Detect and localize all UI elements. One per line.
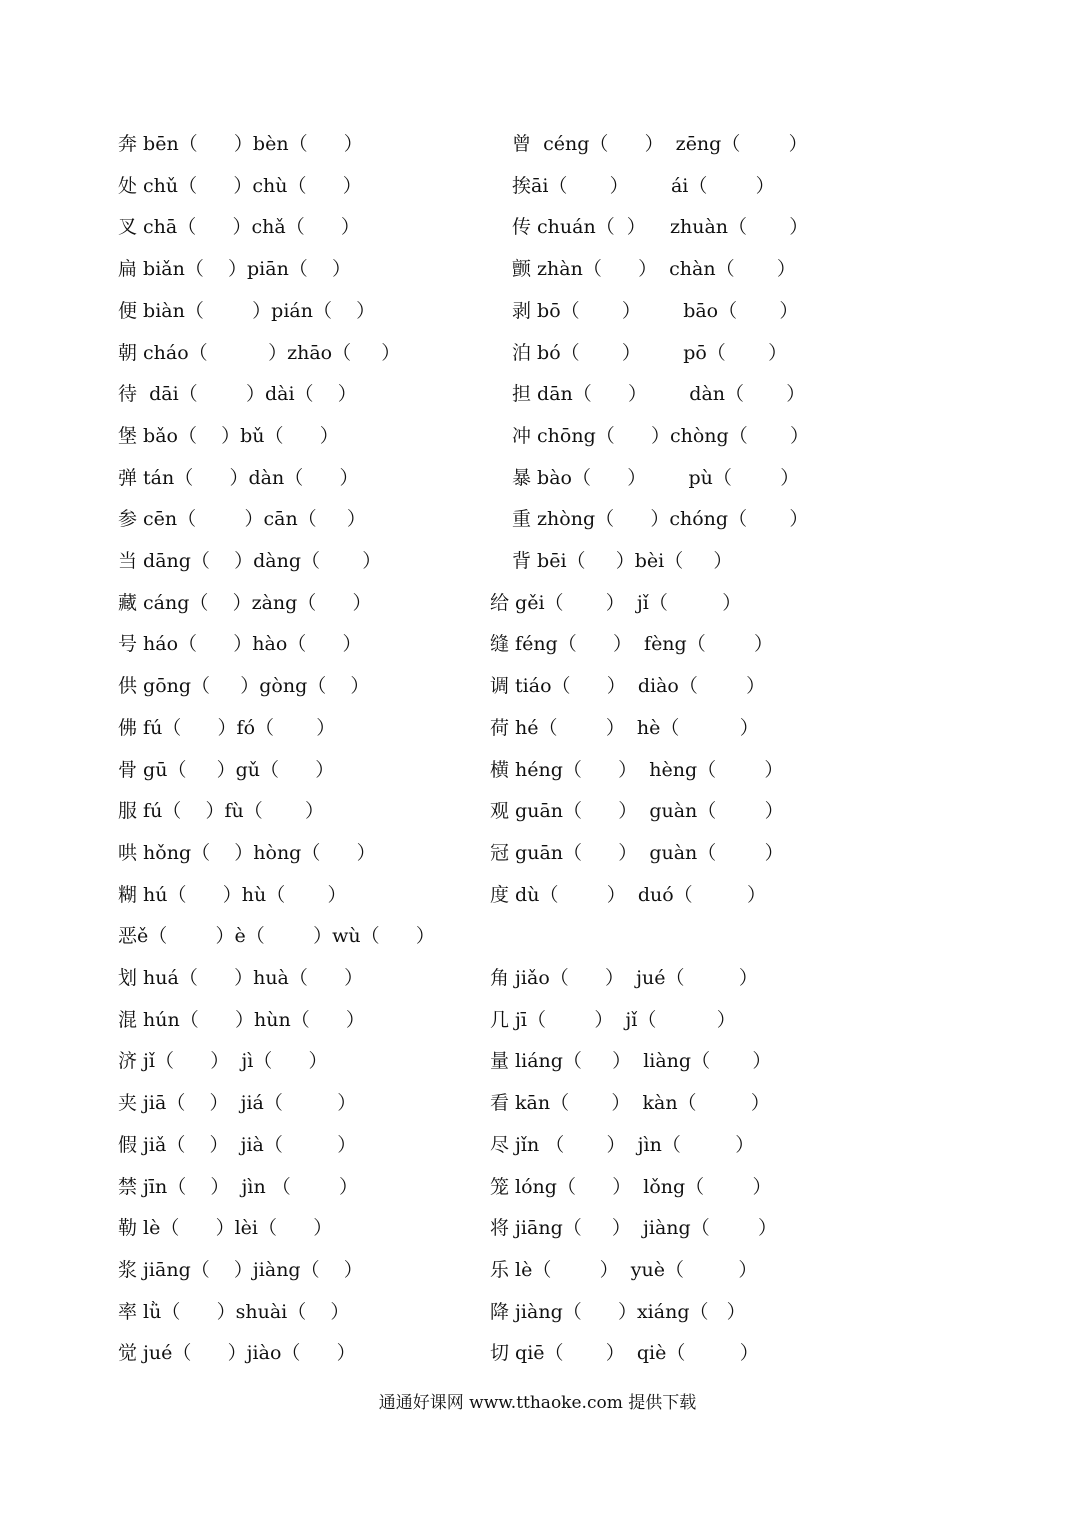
- pinyin-entry-left: 划 huá（ ）huà（ ）: [118, 967, 364, 989]
- pinyin-row-left: [118, 210, 360, 244]
- pinyin-row-left: [118, 461, 358, 495]
- pinyin-row-right: [490, 1211, 777, 1245]
- pinyin-row-left: [118, 252, 351, 286]
- pinyin-row-left: [118, 1295, 349, 1329]
- pinyin-entry-right: 看 kān（ ） kàn（ ）: [490, 1092, 770, 1114]
- pinyin-row-left: [118, 1128, 356, 1162]
- pinyin-entry-right: 冲 chōng（ ）chòng（ ）: [512, 425, 809, 447]
- pinyin-entry-right: 背 bēi（ ）bèi（ ）: [512, 550, 733, 572]
- pinyin-entry-left: 糊 hú（ ）hù（ ）: [118, 884, 347, 906]
- pinyin-row-right: [490, 1128, 754, 1162]
- pinyin-entry-left: 率 lǜ（ ）shuài（ ）: [118, 1301, 350, 1323]
- pinyin-entry-left: 号 háo（ ）hào（ ）: [118, 633, 362, 655]
- pinyin-entry-right: 乐 lè（ ） yuè（ ）: [490, 1259, 758, 1281]
- pinyin-entry-right: 冠 guān（ ） guàn（ ）: [490, 842, 784, 864]
- pinyin-row-left: [118, 794, 324, 828]
- pinyin-row-right: [490, 1003, 736, 1037]
- pinyin-entry-right: 笼 lóng（ ） lǒng（ ）: [490, 1176, 772, 1198]
- pinyin-row-right: [512, 544, 732, 578]
- pinyin-entry-right: 传 chuán（ ） zhuàn（ ）: [512, 216, 809, 238]
- pinyin-row-left: [118, 1003, 365, 1037]
- pinyin-row-left: [118, 627, 362, 661]
- pinyin-entry-left: 觉 jué（ ）jiào（ ）: [118, 1342, 356, 1364]
- pinyin-entry-right: 荷 hé（ ） hè（ ）: [490, 717, 759, 739]
- pinyin-entry-left: 济 jǐ（ ） jì（ ）: [118, 1050, 328, 1072]
- pinyin-entry-left: 浆 jiāng（ ）jiàng（ ）: [118, 1259, 363, 1281]
- pinyin-row-left: [118, 544, 381, 578]
- pinyin-entry-left: 处 chǔ（ ）chù（ ）: [118, 175, 362, 197]
- pinyin-row-left: [118, 919, 435, 953]
- pinyin-entry-right: 量 liáng（ ） liàng（ ）: [490, 1050, 772, 1072]
- pinyin-row-right: [490, 711, 759, 745]
- pinyin-entry-left: 哄 hǒng（ ）hòng（ ）: [118, 842, 376, 864]
- pinyin-entry-right: 调 tiáo（ ） diào（ ）: [490, 675, 766, 697]
- pinyin-entry-right: 尽 jǐn （ ） jìn（ ）: [490, 1134, 755, 1156]
- pinyin-row-left: [118, 502, 366, 536]
- pinyin-row-right: [490, 961, 758, 995]
- pinyin-row-right: [490, 1170, 772, 1204]
- pinyin-entry-left: 骨 gū（ ）gǔ（ ）: [118, 759, 335, 781]
- pinyin-row-right: [512, 336, 787, 370]
- pinyin-entry-left: 便 biàn（ ）pián（ ）: [118, 300, 376, 322]
- pinyin-row-right: [512, 502, 808, 536]
- pinyin-row-right: [512, 127, 808, 161]
- pinyin-entry-left: 堡 bǎo（ ）bǔ（ ）: [118, 425, 339, 447]
- pinyin-row-left: [118, 878, 347, 912]
- pinyin-row-right: [512, 377, 805, 411]
- pinyin-row-left: [118, 836, 376, 870]
- pinyin-entry-right: 暴 bào（ ） pù（ ）: [512, 467, 800, 489]
- pinyin-row-right: [512, 252, 796, 286]
- pinyin-row-left: [118, 336, 400, 370]
- pinyin-row-left: [118, 169, 362, 203]
- pinyin-entry-left: 混 hún（ ）hùn（ ）: [118, 1009, 365, 1031]
- pinyin-entry-left: 参 cēn（ ）cān（ ）: [118, 508, 366, 530]
- pinyin-row-right: [490, 794, 784, 828]
- pinyin-entry-right: 横 héng（ ） hèng（ ）: [490, 759, 784, 781]
- pinyin-entry-right: 度 dù（ ） duó（ ）: [490, 884, 767, 906]
- pinyin-row-right: [490, 753, 783, 787]
- pinyin-row-left: [118, 419, 339, 453]
- pinyin-row-left: [118, 127, 363, 161]
- pinyin-entry-left: 当 dāng（ ）dàng（ ）: [118, 550, 382, 572]
- pinyin-row-right: [490, 627, 773, 661]
- footer-credit: 通通好课网 www.tthaoke.com 提供下载: [378, 1393, 697, 1413]
- pinyin-row-right: [512, 210, 808, 244]
- pinyin-entry-right: 曾 céng（ ） zēng（ ）: [512, 133, 808, 155]
- pinyin-row-left: [118, 1044, 328, 1078]
- pinyin-entry-right: 泊 bó（ ） pō（ ）: [512, 342, 788, 364]
- pinyin-entry-left: 藏 cáng（ ）zàng（ ）: [118, 592, 372, 614]
- pinyin-row-left: [118, 1086, 356, 1120]
- pinyin-row-left: [118, 711, 335, 745]
- pinyin-row-right: [512, 461, 799, 495]
- pinyin-row-left: [118, 961, 363, 995]
- pinyin-row-left: [118, 586, 372, 620]
- pinyin-entry-left: 夹 jiā（ ） jiá（ ）: [118, 1092, 357, 1114]
- pinyin-entry-left: 待 dāi（ ）dài（ ）: [118, 383, 357, 405]
- pinyin-row-left: [118, 669, 369, 703]
- pinyin-row-right: [512, 169, 775, 203]
- pinyin-entry-left: 弹 tán（ ）dàn（ ）: [118, 467, 359, 489]
- pinyin-row-right: [490, 669, 765, 703]
- pinyin-entry-left: 假 jiǎ（ ） jià（ ）: [118, 1134, 357, 1156]
- pinyin-row-right: [490, 836, 784, 870]
- pinyin-entry-left: 奔 bēn（ ）bèn（ ）: [118, 133, 363, 155]
- pinyin-entry-right: 切 qiē（ ） qiè（ ）: [490, 1342, 759, 1364]
- pinyin-entry-left: 勒 lè（ ）lèi（ ）: [118, 1217, 333, 1239]
- pinyin-row-right: [490, 1086, 770, 1120]
- pinyin-entry-right: 观 guān（ ） guàn（ ）: [490, 800, 784, 822]
- pinyin-entry-right: 颤 zhàn（ ） chàn（ ）: [512, 258, 796, 280]
- pinyin-entry-left: 叉 chā（ ）chǎ（ ）: [118, 216, 360, 238]
- pinyin-entry-left: 佛 fú（ ）fó（ ）: [118, 717, 336, 739]
- pinyin-row-right: [490, 878, 766, 912]
- pinyin-row-left: [118, 1336, 356, 1370]
- pinyin-row-left: [118, 294, 375, 328]
- pinyin-entry-left: 供 gōng（ ）gòng（ ）: [118, 675, 370, 697]
- pinyin-row-right: [490, 586, 741, 620]
- pinyin-entry-right: 缝 féng（ ） fèng（ ）: [490, 633, 774, 655]
- pinyin-row-left: [118, 753, 334, 787]
- pinyin-entry-right: 给 gěi（ ） jǐ（ ）: [490, 592, 742, 614]
- pinyin-entry-left: 服 fú（ ）fù（ ）: [118, 800, 325, 822]
- pinyin-entry-right: 挨āi（ ） ái（ ）: [512, 175, 775, 197]
- pinyin-entry-right: 角 jiǎo（ ） jué（ ）: [490, 967, 758, 989]
- pinyin-row-left: [118, 377, 357, 411]
- pinyin-row-right: [490, 1044, 771, 1078]
- pinyin-row-right: [490, 1295, 746, 1329]
- pinyin-entry-left: 禁 jīn（ ） jìn （ ）: [118, 1176, 359, 1198]
- pinyin-row-left: [118, 1211, 332, 1245]
- pinyin-row-left: [118, 1170, 358, 1204]
- pinyin-row-right: [490, 1336, 759, 1370]
- pinyin-row-left: [118, 1253, 363, 1287]
- pinyin-entry-left: 恶ě（ ）è（ ）wù（ ）: [118, 925, 435, 947]
- pinyin-entry-right: 将 jiāng（ ） jiàng（ ）: [490, 1217, 778, 1239]
- pinyin-entry-left: 朝 cháo（ ）zhāo（ ）: [118, 342, 401, 364]
- pinyin-entry-right: 降 jiàng（ ）xiáng（ ）: [490, 1301, 746, 1323]
- pinyin-entry-right: 担 dān（ ） dàn（ ）: [512, 383, 806, 405]
- pinyin-row-right: [512, 419, 809, 453]
- pinyin-entry-right: 重 zhòng（ ）chóng（ ）: [512, 508, 809, 530]
- pinyin-row-right: [490, 1253, 757, 1287]
- pinyin-entry-left: 扁 biǎn（ ）piān（ ）: [118, 258, 351, 280]
- pinyin-entry-right: 几 jī（ ） jǐ（ ）: [490, 1009, 736, 1031]
- pinyin-row-right: [512, 294, 798, 328]
- pinyin-entry-right: 剥 bō（ ） bāo（ ）: [512, 300, 799, 322]
